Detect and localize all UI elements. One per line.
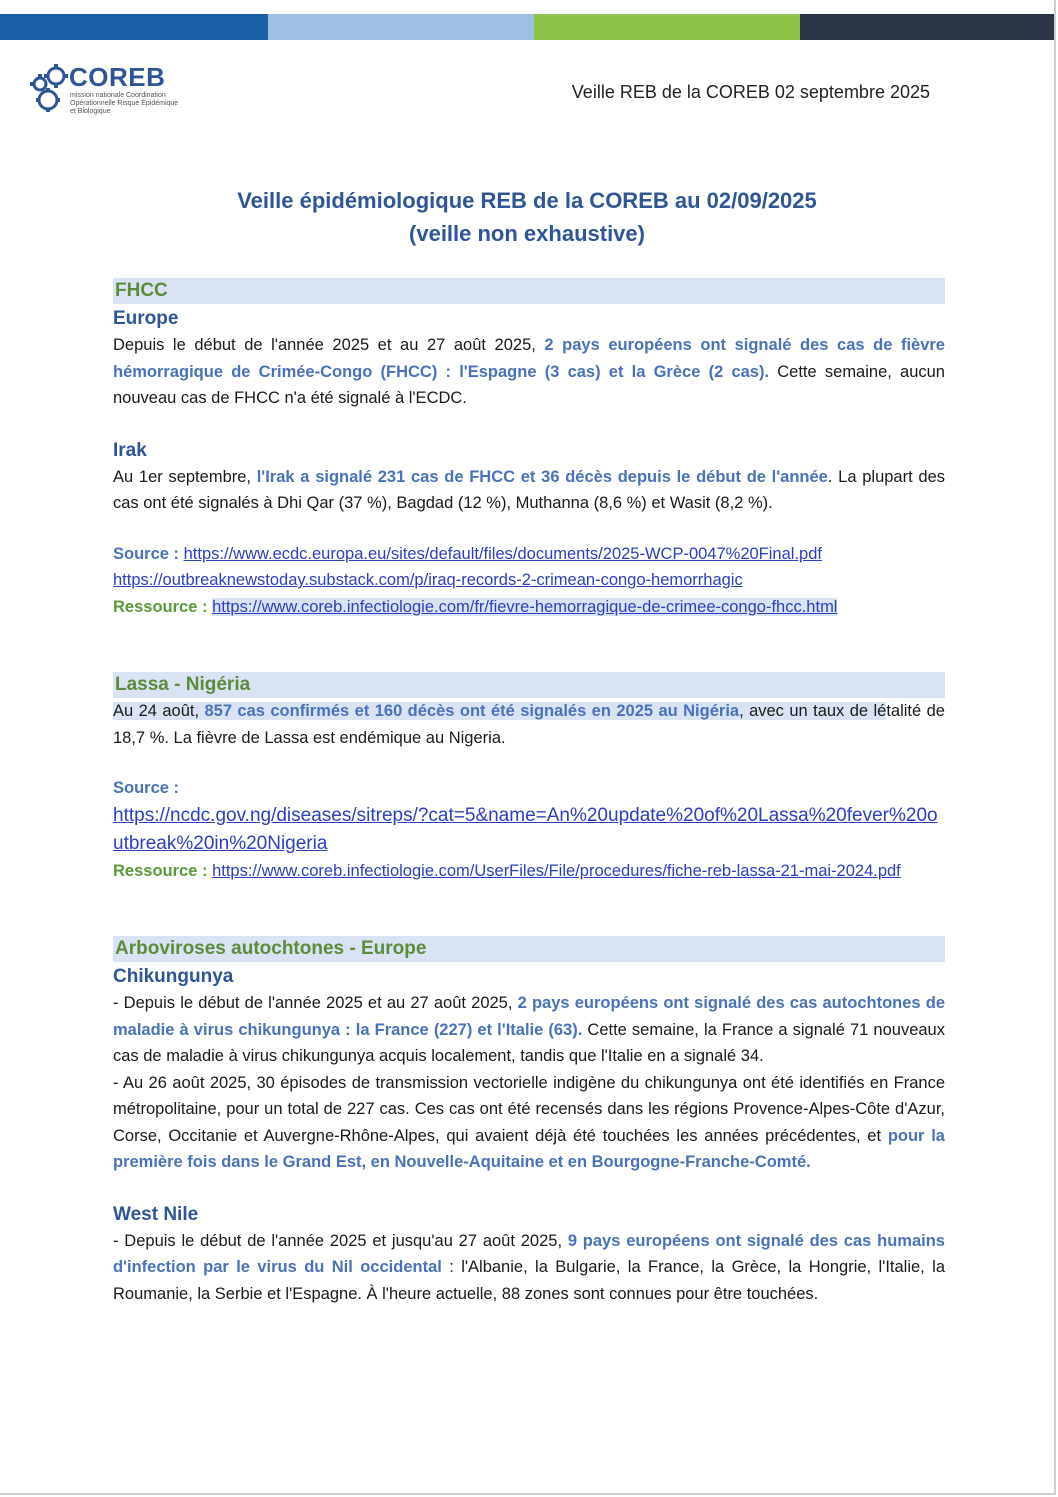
arbo-westnile-heading: West Nile <box>113 1203 199 1225</box>
gears-icon <box>26 62 70 118</box>
lassa-source-link-ncdc[interactable]: https://ncdc.gov.ng/diseases/sitreps/?cat=5&name=An%20update%20of%20Lassa%20fever%20outbreak%20in%20Nigeria <box>113 804 938 854</box>
color-band-dark <box>800 14 1054 40</box>
highlight-text: 2 pays européens ont signalé des cas de fièvre hémorragique de Crimée-Congo (FHCC) : l'Espagne (3 cas) et la Grèce (2 cas). <box>113 336 945 381</box>
lassa-sources <box>113 775 945 884</box>
content <box>113 278 945 1307</box>
fhcc-europe-heading: Europe <box>113 308 179 329</box>
text-run: . La plupart des cas ont été signalés à Dhi Qar (37 %), Bagdad (12 %), Muthanna (8,6 %) et Wasit (8,2 %). <box>113 467 945 512</box>
lassa-ressource-link[interactable]: https://www.coreb.infectiologie.com/UserFiles/File/procedures/fiche-reb-lassa-21-mai-2024.pdf <box>212 861 901 880</box>
page-title-line1: Veille épidémiologique REB de la COREB au 02/09/2025 <box>237 188 817 213</box>
text-run: - Depuis le début de l'année 2025 et au 27 août 2025, <box>113 994 518 1012</box>
page-title <box>0 184 1054 250</box>
arbo-chik-heading: Chikungunya <box>113 966 234 987</box>
section-fhcc-heading: FHCC <box>113 278 945 304</box>
text-run: - Au 26 août 2025, 30 épisodes de transmission vectorielle indigène du chikungunya ont été identifiés en France métropolitaine, pour un total de 227 cas. Ces cas ont été recensés dans les régions Provence-Alpes-Côte d'Azur, Corse, Occitanie et Auvergne-Rhône-Alpes, qui avaient déjà été touchées les années précédentes, et <box>113 1073 945 1145</box>
highlight-text: pour la première fois dans le Grand Est, en Nouvelle-Aquitaine et en Bourgogne-Franche-Comté. <box>113 1126 945 1171</box>
westnile-paragraph <box>113 1228 945 1308</box>
coreb-logo <box>26 62 196 122</box>
text-run: Depuis le début de l'année 2025 et au 27 août 2025, <box>113 336 545 354</box>
text-run: : l'Albanie, la Bulgarie, la France, la Grèce, la Hongrie, l'Italie, la Roumanie, la Serbie et l'Espagne. À l'heure actuelle, 88 zones sont connues pour être touchées. <box>113 1258 945 1303</box>
section-arbo-heading: Arboviroses autochtones - Europe <box>113 936 945 962</box>
ressource-label: Ressource : <box>113 597 208 616</box>
fhcc-ressource-link[interactable]: https://www.coreb.infectiologie.com/fr/fievre-hemorragique-de-crimee-congo-fhcc.html <box>212 597 838 616</box>
highlight-text: 9 pays européens ont signalé des cas humains d'infection par le virus du Nil occidental <box>113 1231 945 1276</box>
highlight-text: 857 cas confirmés et 160 décès ont été signalés en 2025 au Nigéria <box>204 702 740 720</box>
lassa-text <box>113 698 945 751</box>
fhcc-sources <box>113 541 945 621</box>
page-title-line2: (veille non exhaustive) <box>409 221 645 246</box>
section-lassa-heading: Lassa - Nigéria <box>113 672 945 698</box>
ressource-label: Ressource : <box>113 861 208 880</box>
text-run: talité de 18,7 %. La fièvre de Lassa est endémique au Nigeria. <box>113 702 945 747</box>
header-date: Veille REB de la COREB 02 septembre 2025 <box>571 82 930 102</box>
highlight-text: l'Irak a signalé 231 cas de FHCC et 36 décès depuis le début de l'année <box>256 467 828 486</box>
chik-paragraph-1 <box>113 990 945 1070</box>
color-band-light-blue <box>268 14 534 40</box>
logo-subtitle: mission nationale Coordination Opérationnelle Risque Épidémique et Biologique <box>70 92 179 115</box>
text-run: - Depuis le début de l'année 2025 et jusqu'au 27 août 2025, <box>113 1231 568 1250</box>
text-run: Cette semaine, aucun nouveau cas de FHCC n'a été signalé à l'ECDC. <box>113 362 945 407</box>
text-run: Cette semaine, la France a signalé 71 nouveaux cas de maladie à virus chikungunya acquis localement, tandis que l'Italie en a signalé 34. <box>113 1020 945 1065</box>
color-band-green <box>534 14 800 40</box>
text-run: Au 1er septembre, <box>113 467 257 486</box>
fhcc-irak-text <box>113 464 945 517</box>
fhcc-europe-text <box>113 332 945 412</box>
source-label: Source : <box>113 779 180 797</box>
source-label: Source : <box>113 544 180 563</box>
color-band <box>0 14 1054 40</box>
text-run: Au 24 août, <box>113 702 205 720</box>
fhcc-source-link-ecdc[interactable]: https://www.ecdc.europa.eu/sites/default/files/documents/2025-WCP-0047%20Final.pdf <box>183 544 822 563</box>
color-band-blue <box>0 14 268 40</box>
text-run: , avec un taux de lé <box>739 702 887 720</box>
logo-name: COREB <box>69 62 166 92</box>
chik-paragraph-2 <box>113 1070 945 1176</box>
highlight-text: 2 pays européens ont signalé des cas autochtones de maladie à virus chikungunya : la France (227) et l'Italie (63). <box>113 994 945 1039</box>
fhcc-source-link-outbreaknews[interactable]: https://outbreaknewstoday.substack.com/p/iraq-records-2-crimean-congo-hemorrhagic <box>113 571 743 589</box>
fhcc-irak-heading: Irak <box>113 439 147 461</box>
